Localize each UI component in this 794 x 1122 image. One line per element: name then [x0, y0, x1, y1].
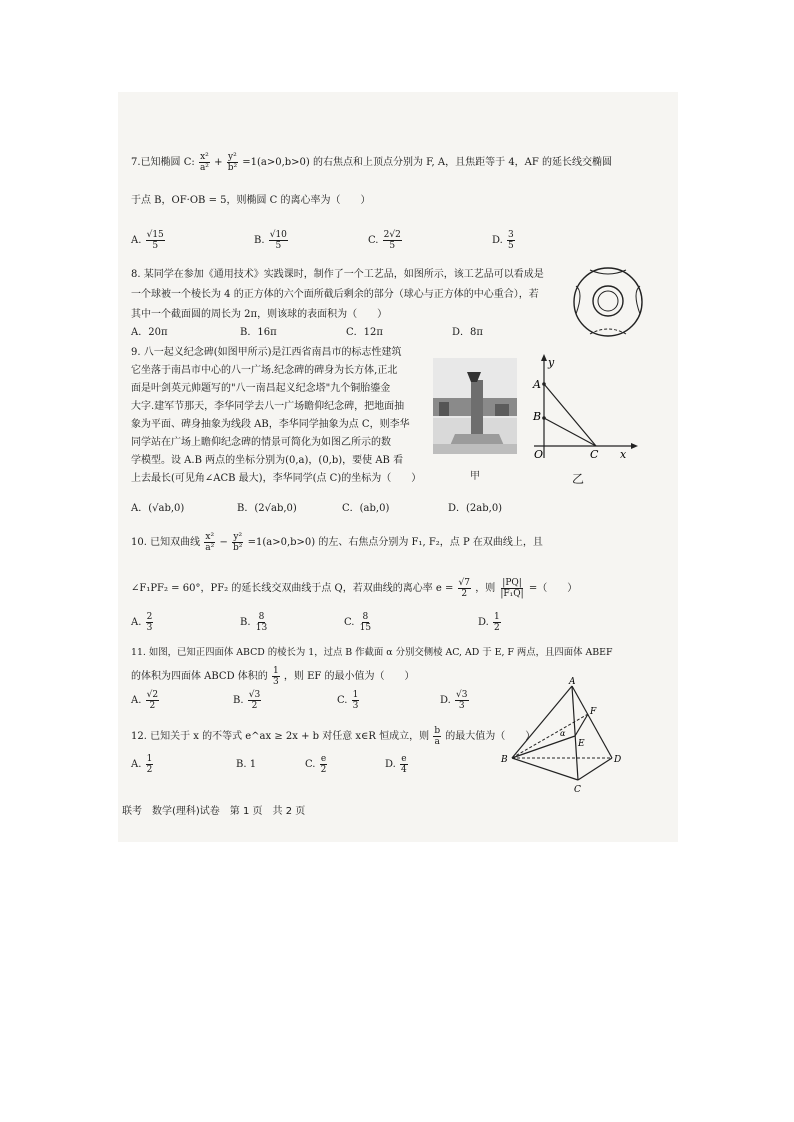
q10-option-d[interactable]: D. $\frac{1}{2}$ [478, 612, 500, 633]
q11-option-b[interactable]: B. $\frac{√3}{2}$ [233, 690, 261, 711]
q9-line5: 象为平面、碑身抽象为线段 AB，李华同学抽象为点 C，则李华 [131, 419, 410, 430]
q7-option-d[interactable]: D. $\frac{3}{5}$ [492, 230, 514, 251]
tetra-label-b: B [501, 755, 508, 765]
q10-option-a[interactable]: A. $\frac{2}{3}$ [131, 612, 153, 633]
fig-label-y: y [548, 356, 555, 369]
coordinate-figure [528, 354, 638, 464]
q7-line1: 7.已知椭圆 C: $\frac{\text{x²}}{\text{a²}}$ + $\frac{\text{y²}}{\text{b²}}$ =1(a>0,b>0) 的右焦点和上顶点分别为 F, A，且焦距等于 4，AF 的延长线交椭圆 [131, 152, 613, 173]
q12-option-d[interactable]: D. $\frac{e}{4}$ [385, 754, 407, 775]
q11-line1: 11. 如图，已知正四面体 ABCD 的棱长为 1，过点 B 作截面 α 分别交侧棱 AC, AD 于 E, F 两点，且四面体 ABEF [131, 647, 613, 658]
tetra-label-alpha: α [560, 729, 566, 738]
q11-option-c[interactable]: C. $\frac{1}{3}$ [337, 690, 359, 711]
q10-option-c[interactable]: C. $\frac{8}{15}$ [344, 612, 372, 633]
q11-option-a[interactable]: A. $\frac{√2}{2}$ [131, 690, 159, 711]
q7-line2: 于点 B，OF·OB = 5，则椭圆 C 的离心率为（ ） [131, 195, 371, 206]
fig-label-a: A [533, 378, 541, 391]
q8-line1: 8. 某同学在参加《通用技术》实践课时，制作了一个工艺品，如图所示，该工艺品可以看成是 [131, 269, 544, 280]
fig-label-x: x [620, 448, 627, 461]
tetra-label-a: A [569, 677, 576, 687]
fig-label-c: C [590, 448, 599, 461]
q7-option-b[interactable]: B. $\frac{√10}{5}$ [254, 230, 287, 251]
tetra-label-e: E [578, 739, 585, 749]
caption-yi: 乙 [572, 472, 585, 486]
q9-option-c[interactable]: C．(ab,0) [342, 503, 390, 514]
q8-option-b[interactable]: B．16π [240, 327, 277, 338]
q10-line1: 10. 已知双曲线 $\frac{\text{x²}}{\text{a²}}$ − $\frac{\text{y²}}{\text{b²}}$ =1(a>0,b>0) 的左、右焦点分别为 F₁, F₂，点 P 在双曲线上，且 [131, 532, 543, 553]
monument-photo [433, 358, 517, 454]
page-footer: 联考 数学(理科)试卷 第 1 页 共 2 页 [122, 806, 306, 817]
q9-option-a[interactable]: A．(√ab,0) [131, 503, 185, 514]
q9-option-d[interactable]: D．(2ab,0) [448, 503, 503, 514]
q10-line2: ∠F₁PF₂ = 60°，PF₂ 的延长线交双曲线于点 Q，若双曲线的离心率 e = $\frac{√7}{2}$ ，则 $\frac{|PQ|}{\text{|F₁Q|}}$ =（ ） [131, 578, 578, 599]
q9-line1: 9. 八一起义纪念碑(如图甲所示)是江西省南昌市的标志性建筑 [131, 347, 402, 358]
q10-option-b[interactable]: B. $\frac{8}{13}$ [240, 612, 268, 633]
q9-line3: 面是叶剑英元帅题写的"八一南昌起义纪念塔"九个铜胎鎏金 [131, 383, 391, 394]
q9-line4: 大字.建军节那天，李华同学去八一广场瞻仰纪念碑，把地面抽 [131, 401, 405, 412]
tetra-label-f: F [590, 707, 597, 717]
q9-line7: 学模型。设 A.B 两点的坐标分别为(0,a)，(0,b)，要使 AB 看 [131, 455, 404, 466]
q8-option-c[interactable]: C．12π [346, 327, 383, 338]
fig-label-b: B [533, 410, 542, 423]
q9-option-b[interactable]: B．(2√ab,0) [237, 503, 297, 514]
q9-line2: 它坐落于南昌市中心的八一广场.纪念碑的碑身为长方体,正北 [131, 365, 398, 376]
q7-option-c[interactable]: C. $\frac{2√2}{5}$ [368, 230, 401, 251]
q11-line2: 的体积为四面体 ABCD 体积的 $\frac{1}{3}$ ，则 EF 的最小值为（ ） [131, 666, 415, 687]
q11-option-d[interactable]: D. $\frac{√3}{3}$ [440, 690, 468, 711]
q7-option-a[interactable]: A. $\frac{√15}{5}$ [131, 230, 164, 251]
q8-line3: 其中一个截面圆的周长为 2π，则该球的表面积为（ ） [131, 309, 388, 320]
q9-line6: 同学站在广场上瞻仰纪念碑的情景可简化为如图乙所示的数 [131, 437, 391, 448]
q12-option-b[interactable]: B. 1 [236, 759, 257, 770]
q12-option-c[interactable]: C. $\frac{e}{2}$ [305, 754, 327, 775]
q12-option-a[interactable]: A. $\frac{1}{2}$ [131, 754, 153, 775]
q12-line1: 12. 已知关于 x 的不等式 e^ax ≥ 2x + b 对任意 x∈R 恒成立，则 $\frac{b}{a}$ 的最大值为（ ） [131, 726, 536, 747]
q8-line2: 一个球被一个棱长为 4 的正方体的六个面所截后剩余的部分（球心与正方体的中心重合），若 [131, 289, 539, 300]
caption-jia: 甲 [470, 471, 480, 482]
q8-option-d[interactable]: D．8π [452, 327, 483, 338]
fig-label-o: O [534, 448, 544, 461]
q8-sphere-figure [570, 264, 646, 340]
tetra-label-d: D [614, 755, 622, 765]
q9-line8: 上去最长(可见角∠ACB 最大)，李华同学(点 C)的坐标为（ ） [131, 473, 422, 484]
tetra-label-c: C [574, 785, 581, 794]
q8-option-a[interactable]: A．20π [131, 327, 168, 338]
